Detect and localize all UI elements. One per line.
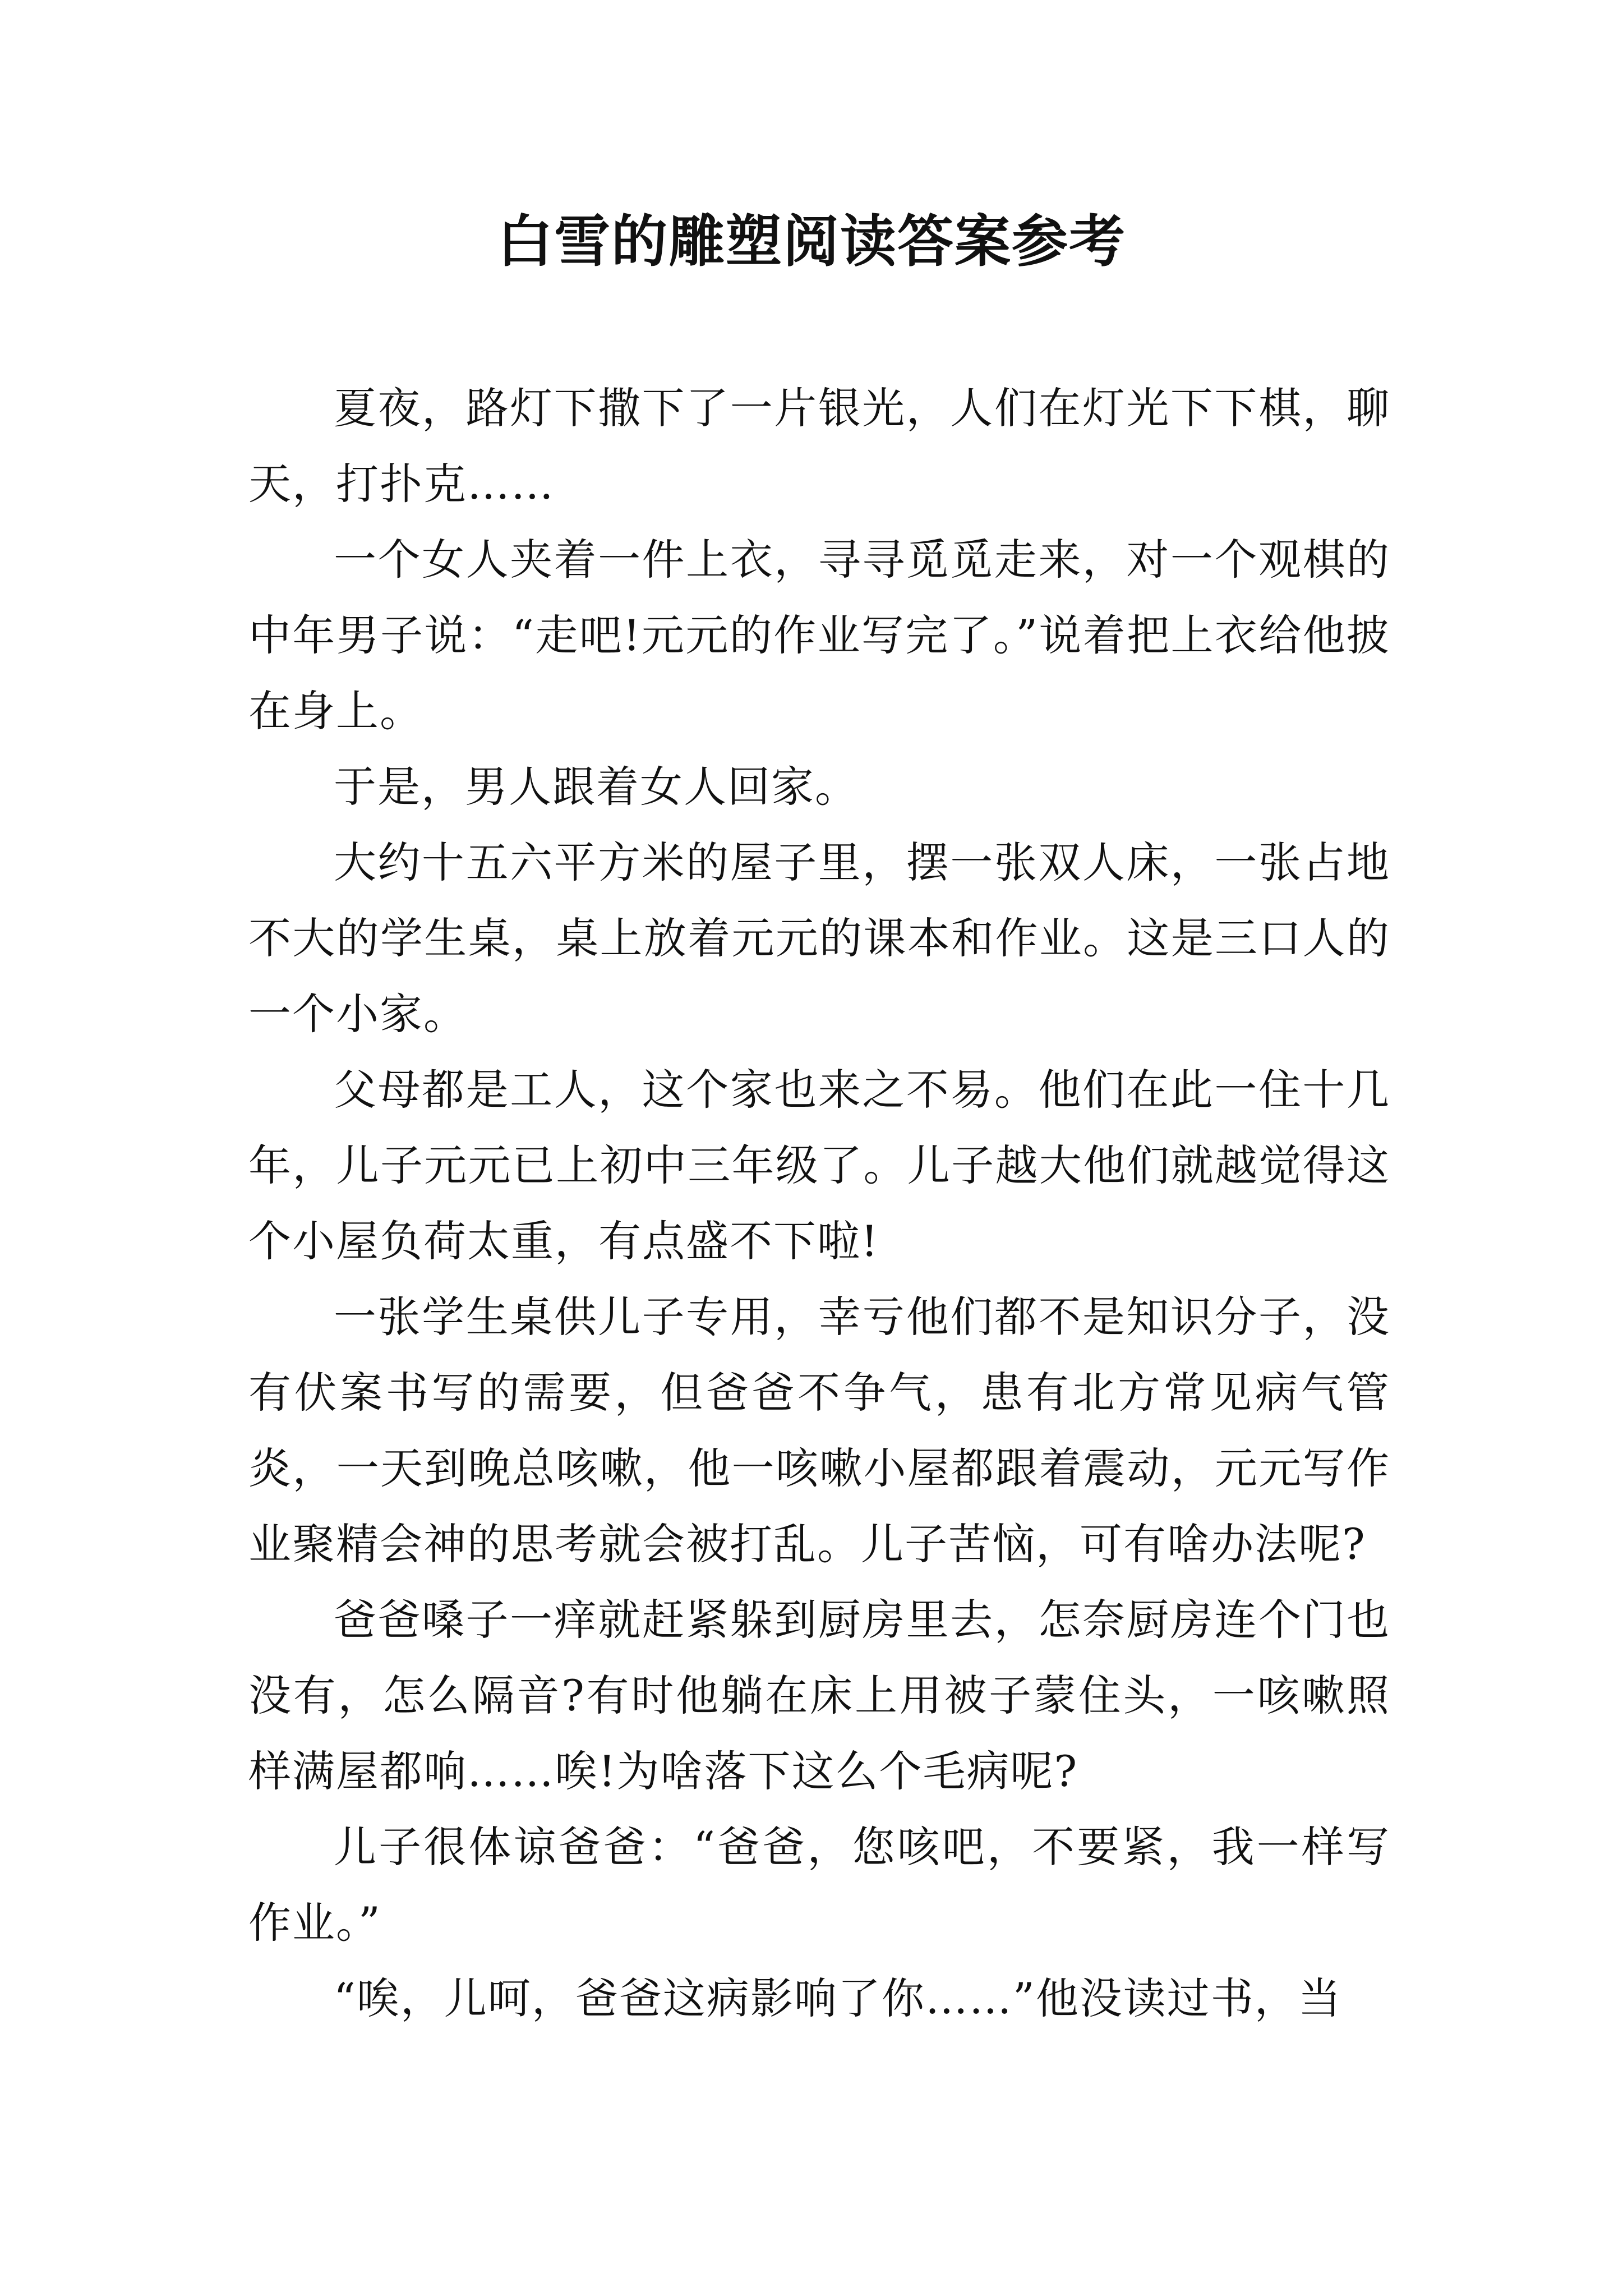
paragraph: 一张学生桌供儿子专用，幸亏他们都不是知识分子，没有伏案书写的需要，但爸爸不争气，患有北方常见病气管炎，一天到晚总咳嗽，他一咳嗽小屋都跟着震动，元元写作业聚精会神的思考就会被打乱。儿子苦恼，可有啥办法呢? [248, 1292, 1390, 1569]
article-body [248, 370, 1390, 2036]
paragraph: 儿子很体谅爸爸：“爸爸，您咳吧，不要紧，我一样写作业。” [248, 1822, 1390, 1948]
paragraph: 于是，男人跟着女人回家。 [334, 762, 859, 812]
paragraph: 夏夜，路灯下撒下了一片银光，人们在灯光下下棋，聊天，打扑克…… [248, 383, 1390, 509]
paragraph: 一个女人夹着一件上衣，寻寻觅觅走来，对一个观棋的中年男子说：“走吧!元元的作业写完了。”说着把上衣给他披在身上。 [248, 535, 1390, 736]
paragraph: “唉，儿呵，爸爸这病影响了你……”他没读过书，当 [334, 1973, 1342, 2023]
paragraph: 爸爸嗓子一痒就赶紧躲到厨房里去，怎奈厨房连个门也没有，怎么隔音?有时他躺在床上用被子蒙住头，一咳嗽照样满屋都响……唉!为啥落下这么个毛病呢? [248, 1595, 1390, 1796]
document-title: 白雪的雕塑阅读答案参考 [497, 208, 1126, 274]
paragraph: 父母都是工人，这个家也来之不易。他们在此一住十几年，儿子元元已上初中三年级了。儿子越大他们就越觉得这个小屋负荷太重，有点盛不下啦! [248, 1065, 1390, 1266]
paragraph: 大约十五六平方米的屋子里，摆一张双人床，一张占地不大的学生桌，桌上放着元元的课本和作业。这是三口人的一个小家。 [248, 838, 1390, 1039]
